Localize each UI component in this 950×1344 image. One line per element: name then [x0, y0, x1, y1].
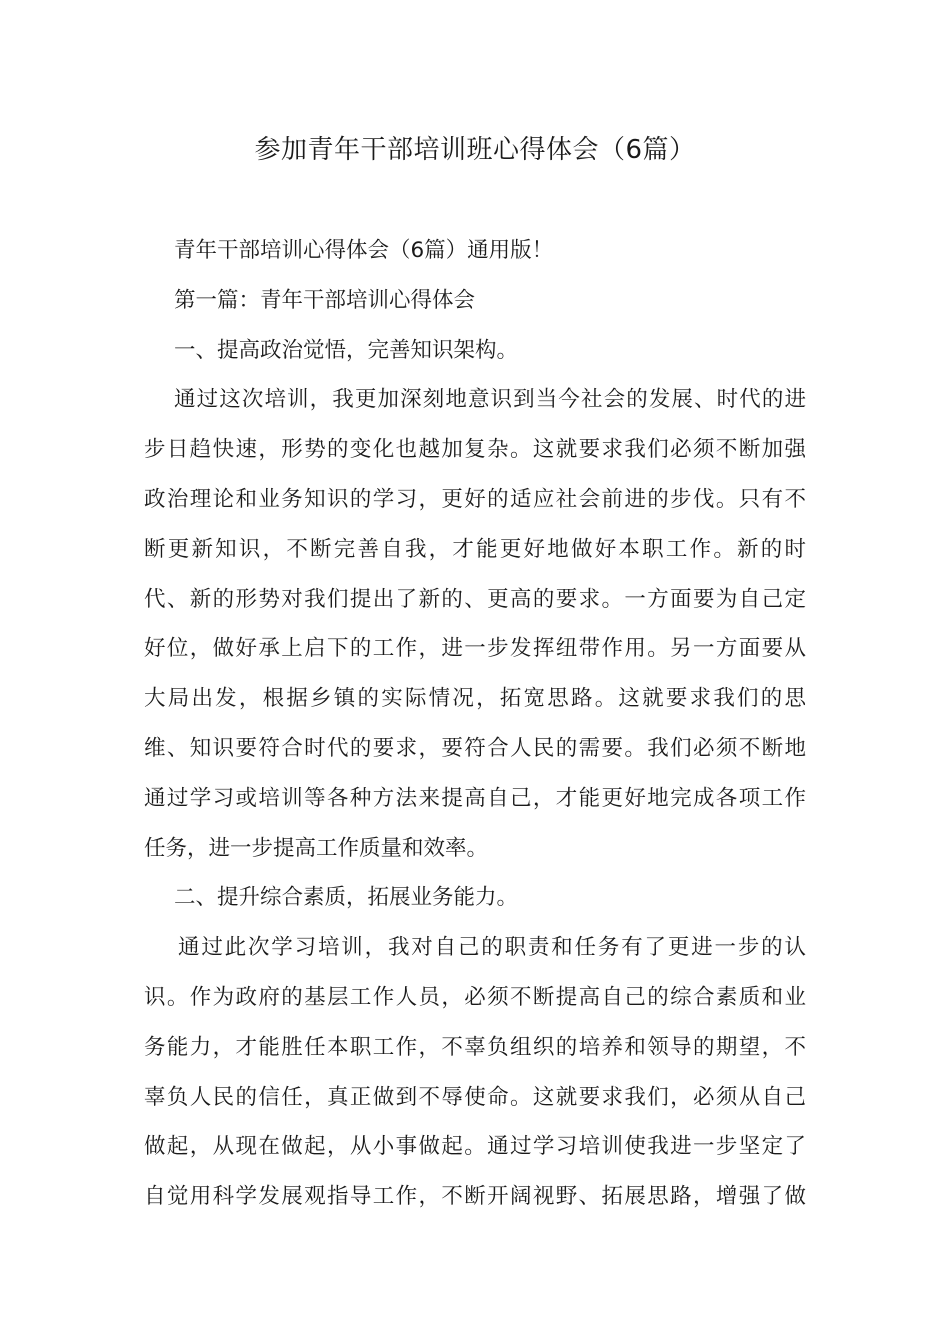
paragraph-line: 任务，进一步提高工作质量和效率。 — [144, 835, 489, 861]
paragraph-line: 大局出发，根据乡镇的实际情况，拓宽思路。这就要求我们的思 — [144, 686, 806, 712]
subsection-heading: 一、提高政治觉悟，完善知识架构。 — [174, 337, 519, 363]
subtitle-line: 青年干部培训心得体会（6篇）通用版！ — [174, 238, 554, 263]
document-title: 参加青年干部培训班心得体会（6篇） — [254, 135, 696, 165]
paragraph-line: 自觉用科学发展观指导工作，不断开阔视野、拓展思路，增强了做 — [144, 1184, 806, 1210]
paragraph-line: 政治理论和业务知识的学习，更好的适应社会前进的步伐。只有不 — [144, 486, 806, 512]
subsection-heading: 二、提升综合素质，拓展业务能力。 — [174, 885, 519, 911]
paragraph-line: 做起，从现在做起，从小事做起。通过学习培训使我进一步坚定了 — [144, 1134, 806, 1160]
paragraph-line: 务能力，才能胜任本职工作，不辜负组织的培养和领导的期望，不 — [144, 1034, 806, 1060]
paragraph-line: 通过这次培训，我更加深刻地意识到当今社会的发展、时代的进 — [174, 387, 806, 413]
document-body — [144, 226, 806, 1222]
paragraph-line: 维、知识要符合时代的要求，要符合人民的需要。我们必须不断地 — [144, 735, 806, 761]
paragraph-line: 通过学习或培训等各种方法来提高自己，才能更好地完成各项工作 — [144, 785, 806, 811]
section-heading: 第一篇：青年干部培训心得体会 — [174, 287, 476, 313]
paragraph-line: 步日趋快速，形势的变化也越加复杂。这就要求我们必须不断加强 — [144, 437, 806, 463]
paragraph-line: 辜负人民的信任，真正做到不辱使命。这就要求我们，必须从自己 — [144, 1084, 806, 1110]
paragraph-line: 好位，做好承上启下的工作，进一步发挥纽带作用。另一方面要从 — [144, 636, 806, 662]
paragraph-line: 通过此次学习培训，我对自己的职责和任务有了更进一步的认 — [178, 935, 806, 961]
paragraph-line: 识。作为政府的基层工作人员，必须不断提高自己的综合素质和业 — [144, 984, 806, 1010]
paragraph-line: 断更新知识，不断完善自我，才能更好地做好本职工作。新的时 — [144, 536, 806, 562]
paragraph-line: 代、新的形势对我们提出了新的、更高的要求。一方面要为自己定 — [144, 586, 806, 612]
